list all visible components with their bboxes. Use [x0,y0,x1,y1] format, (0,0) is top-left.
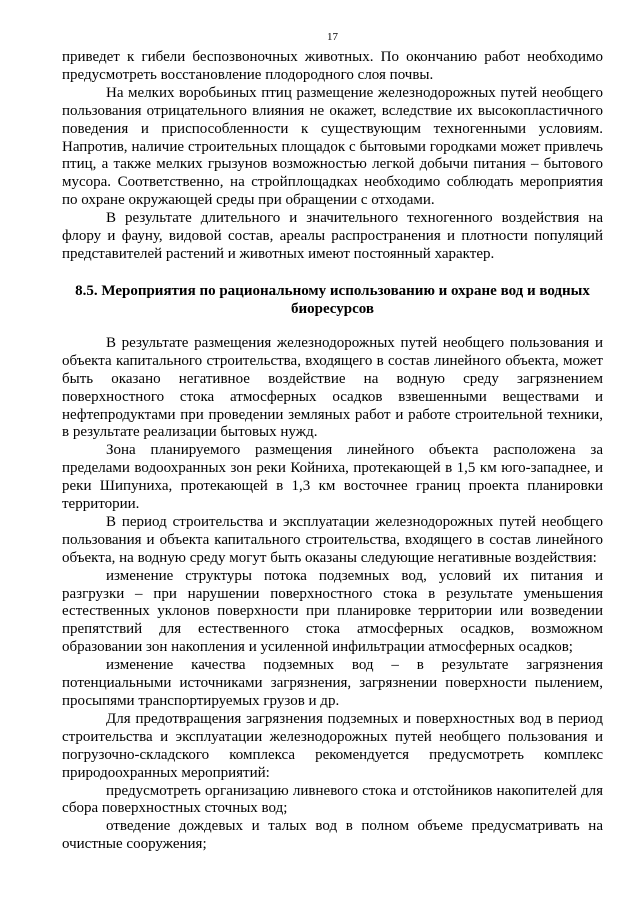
paragraph: В период строительства и эксплуатации железнодорожных путей необщего пользования и объекта капитального строительства, входящего в состав линейного объекта, на водную среду могут быть оказаны следующие негативные воздействия: [62,513,603,566]
paragraph: На мелких воробьиных птиц размещение железнодорожных путей необщего пользования отрицательного влияния не окажет, вследствие их высокопластичного поведения и приспособленности к существующим техногенными условиям. Напротив, наличие строительных площадок с бытовыми городками может привлечь птиц, а также мелких грызунов возможностью легкой добычи питания – бытового мусора. Соответственно, на стройплощадках необходимо соблюдать мероприятия по охране окружающей среды при обращении с отходами. [62,84,603,209]
list-item: изменение структуры потока подземных вод, условий их питания и разгрузки – при нарушении поверхностного стока в результате уменьшения естественных уклонов поверхности при планировке территории или возведении препятствий для естественного стока атмосферных осадков, возможном образовании зон накопления и усиленной инфильтрации атмосферных осадков; [62,567,603,656]
list-item: изменение качества подземных вод – в результате загрязнения потенциальными источниками загрязнения, загрязнении поверхности пылением, просыпями транспортируемых грузов и др. [62,657,603,709]
list-item: отведение дождевых и талых вод в полном объеме предусматривать на очистные сооружения; [62,818,603,853]
paragraph: В результате размещения железнодорожных путей необщего пользования и объекта капитального строительства, входящего в состав линейного объекта, может быть оказано негативное воздействие на водную среду загрязнением поверхностного стока атмосферных осадков взвешенными веществами и нефтепродуктами при проведении земляных работ и работе строительной техники, в результате реализации бытовых нужд. [62,334,603,441]
list-item: предусмотреть организацию ливневого стока и отстойников накопителей для сбора поверхностных сточных вод; [62,782,603,817]
paragraph: Зона планируемого размещения линейного объекта расположена за пределами водоохранных зон реки Койниха, протекающей в 1,5 км юго-западнее, и реки Шипуниха, протекающей в 1,3 км восточнее границ проекта планировки территории. [62,442,603,513]
paragraph: В результате длительного и значительного техногенного воздействия на флору и фауну, видовой состав, ареалы распространения и плотности популяций представителей растений и животных имеют постоянный характер. [62,210,603,262]
page-number: 17 [327,31,338,43]
paragraph: Для предотвращения загрязнения подземных и поверхностных вод в период строительства и эксплуатации железнодорожных путей необщего пользования и погрузочно-складского комплекса рекомендуется предусмотреть комплекс природоохранных мероприятий: [62,710,603,781]
page-content [62,49,603,854]
paragraph-continuation: приведет к гибели беспозвоночных животных. По окончанию работ необходимо предусмотреть восстановление плодородного слоя почвы. [62,49,603,83]
section-heading: 8.5. Мероприятия по рациональному использованию и охране вод и водных биоресурсов [75,282,590,317]
